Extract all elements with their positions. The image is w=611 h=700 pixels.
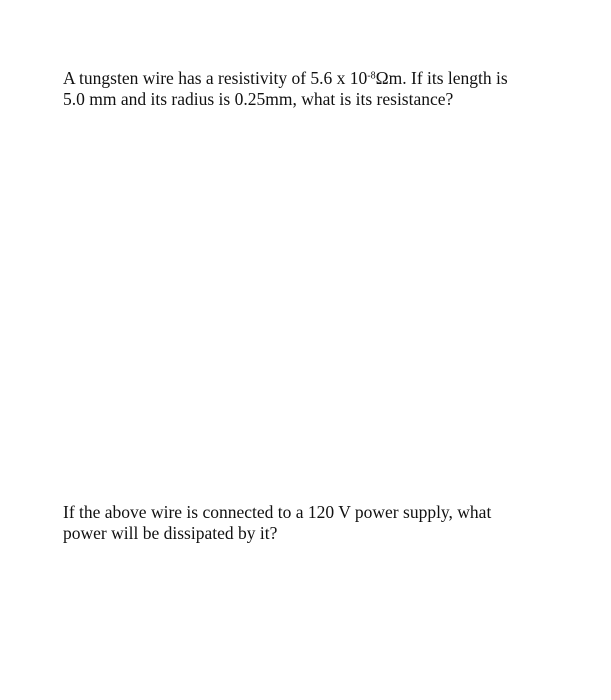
resistivity-exponent: -8 <box>367 70 376 82</box>
question-resistance <box>63 68 583 110</box>
question-resistance-text-suffix: Ωm. If its length is <box>375 68 508 88</box>
question-resistance-text-prefix: A tungsten wire has a resistivity of 5.6 x 10 <box>63 68 368 88</box>
question-power-line-1: If the above wire is connected to a 120 V power supply, what <box>63 502 492 522</box>
question-resistance-line-1 <box>63 68 583 89</box>
question-power <box>63 502 583 544</box>
question-power-line-2: power will be dissipated by it? <box>63 523 278 543</box>
question-resistance-line-2: 5.0 mm and its radius is 0.25mm, what is its resistance? <box>63 89 454 109</box>
